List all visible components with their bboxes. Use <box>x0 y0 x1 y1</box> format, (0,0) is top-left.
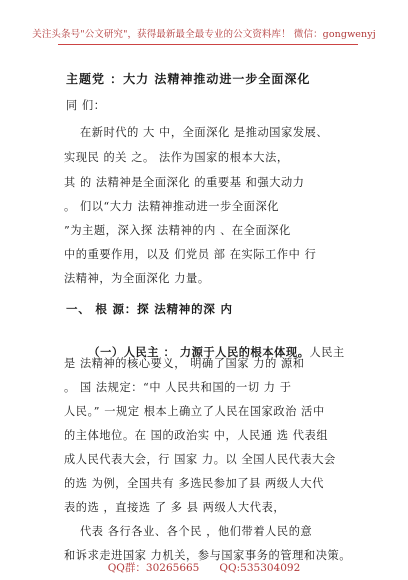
paragraph-line: 人民。” 一规定 根本上确立了人民在国家政治 活中 <box>64 405 325 418</box>
paragraph-line: 的选 为例，全国共有 多选民参加了县 两级人大代 <box>64 477 325 490</box>
footer-qq-group: QQ群：30265665 <box>107 562 200 574</box>
footer-contact <box>0 560 408 575</box>
section-heading: 一、 根 源：探 法精神的深 内 <box>66 302 233 316</box>
footer-qq: QQ:535304092 <box>219 562 301 574</box>
paragraph-line: 表的选 ，直接选 了 多 县 两级人大代表， <box>64 501 286 514</box>
paragraph-line: 是 法精神的核心要义， 明确了国家 力的 源和 <box>64 357 305 370</box>
header-divider <box>58 44 358 45</box>
paragraph-line: 其 的 法精神是全面深化 的重要基 和强大动力 <box>64 176 305 189</box>
paragraph-line: 法精神，为全面深化 力量。 <box>64 272 210 285</box>
paragraph-line: 。 国 法规定：“中 人民共和国的一切 力 于 <box>64 381 292 394</box>
paragraph-line: ”为主题，深入探 法精神的内 、在全面深化 <box>64 224 291 237</box>
paragraph-line: 在新时代的 大 中，全面深化 是推动国家发展、 <box>80 126 329 139</box>
paragraph-line: 代表 各行各业、各个民 ，他们带着人民的意 <box>80 525 313 538</box>
paragraph-line: 成人民代表大会，行 国家 力。以 全国人民代表大会 <box>64 453 336 466</box>
subsection-lead-text: 人民主 <box>309 346 345 359</box>
document-title: 主题党 ：大力 法精神推动进一步全面深化 <box>66 72 311 86</box>
paragraph-line: 和诉求走进国家 力机关，参与国家事务的管理和决策。 <box>64 549 352 562</box>
paragraph-line: 中的重要作用，以及 们党员 部 在实际工作中 行 <box>64 248 317 261</box>
greeting: 同 们： <box>66 99 106 112</box>
paragraph-line: 的主体地位。在 国的政治实 中，人民通 选 代表组 <box>64 429 329 442</box>
paragraph-line: 。 们以“大力 法精神推动进一步全面深化 <box>64 200 280 213</box>
subsection-heading: （一）人民主 ： 力源于人民的根本体现。 <box>88 345 310 359</box>
paragraph-line: 实现民 的关 之。 法作为国家的根本大法， <box>64 151 289 164</box>
header-notice: 关注头条号"公文研究"，获得最新最全最专业的公文资料库！ 微信：gongwenyj <box>32 29 376 40</box>
